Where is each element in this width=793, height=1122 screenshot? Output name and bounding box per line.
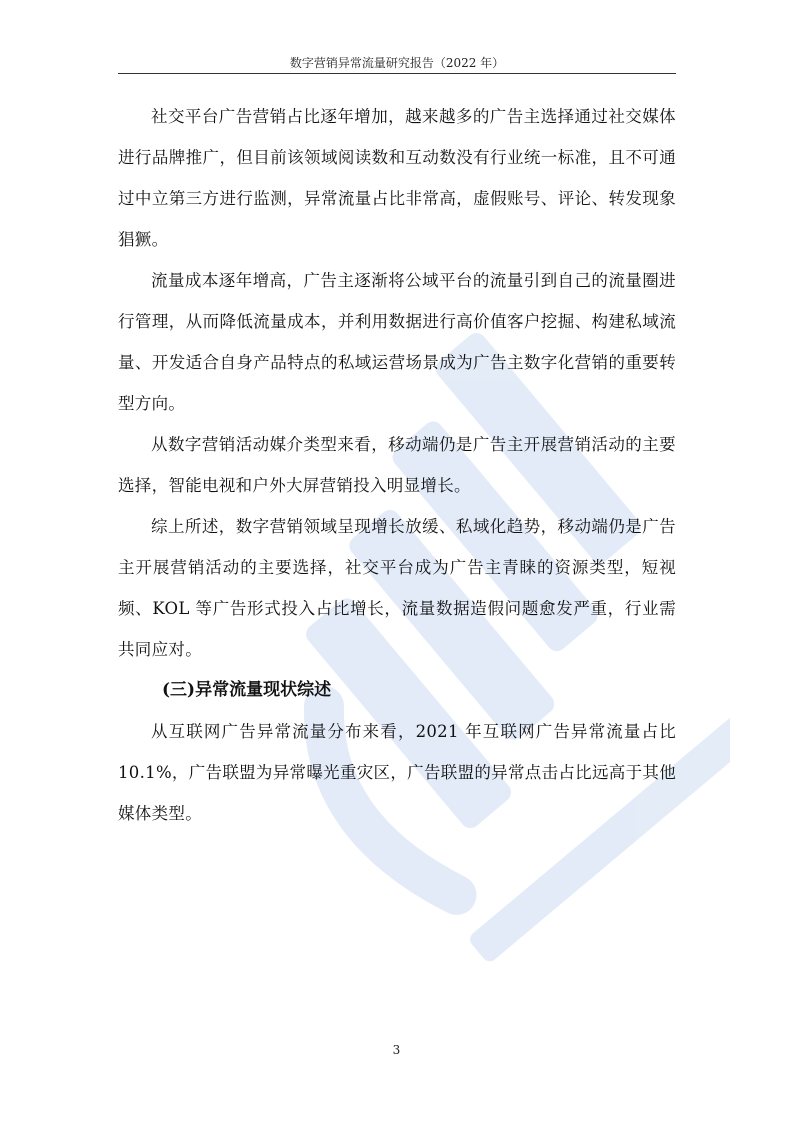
paragraph-abnormal-traffic: 从互联网广告异常流量分布来看，2021 年互联网广告异常流量占比 10.1%，广告联盟为异常曝光重灾区，广告联盟的异常点击占比远高于其他媒体类型。 — [118, 722, 676, 823]
header-rule — [118, 73, 676, 74]
paragraph-summary: 综上所述，数字营销领域呈现增长放缓、私域化趋势，移动端仍是广告主开展营销活动的主要选择，社交平台成为广告主青睐的资源类型，短视频、KOL 等广告形式投入占比增长，流量数据造假问题愈发严重，行业需共同应对。 — [118, 517, 676, 659]
page-number: 3 — [392, 1043, 401, 1057]
paragraph-media-type: 从数字营销活动媒介类型来看，移动端仍是广告主开展营销活动的主要选择，智能电视和户外大屏营销投入明显增长。 — [118, 435, 676, 495]
paragraph-traffic-cost: 流量成本逐年增高，广告主逐渐将公域平台的流量引到自己的流量圈进行管理，从而降低流量成本，并利用数据进行高价值客户挖掘、构建私域流量、开发适合自身产品特点的私域运营场景成为广告主数字化营销的重要转型方向。 — [118, 271, 676, 413]
page-header: 数字营销异常流量研究报告（2022 年） — [289, 56, 505, 70]
paragraph-social-platform: 社交平台广告营销占比逐年增加，越来越多的广告主选择通过社交媒体进行品牌推广，但目前该领域阅读数和互动数没有行业统一标准，且不可通过中立第三方进行监测，异常流量占比非常高，虚假账号、评论、转发现象猖獗。 — [118, 107, 676, 249]
document-body — [118, 96, 676, 834]
section-heading: (三)异常流量现状综述 — [162, 680, 332, 700]
